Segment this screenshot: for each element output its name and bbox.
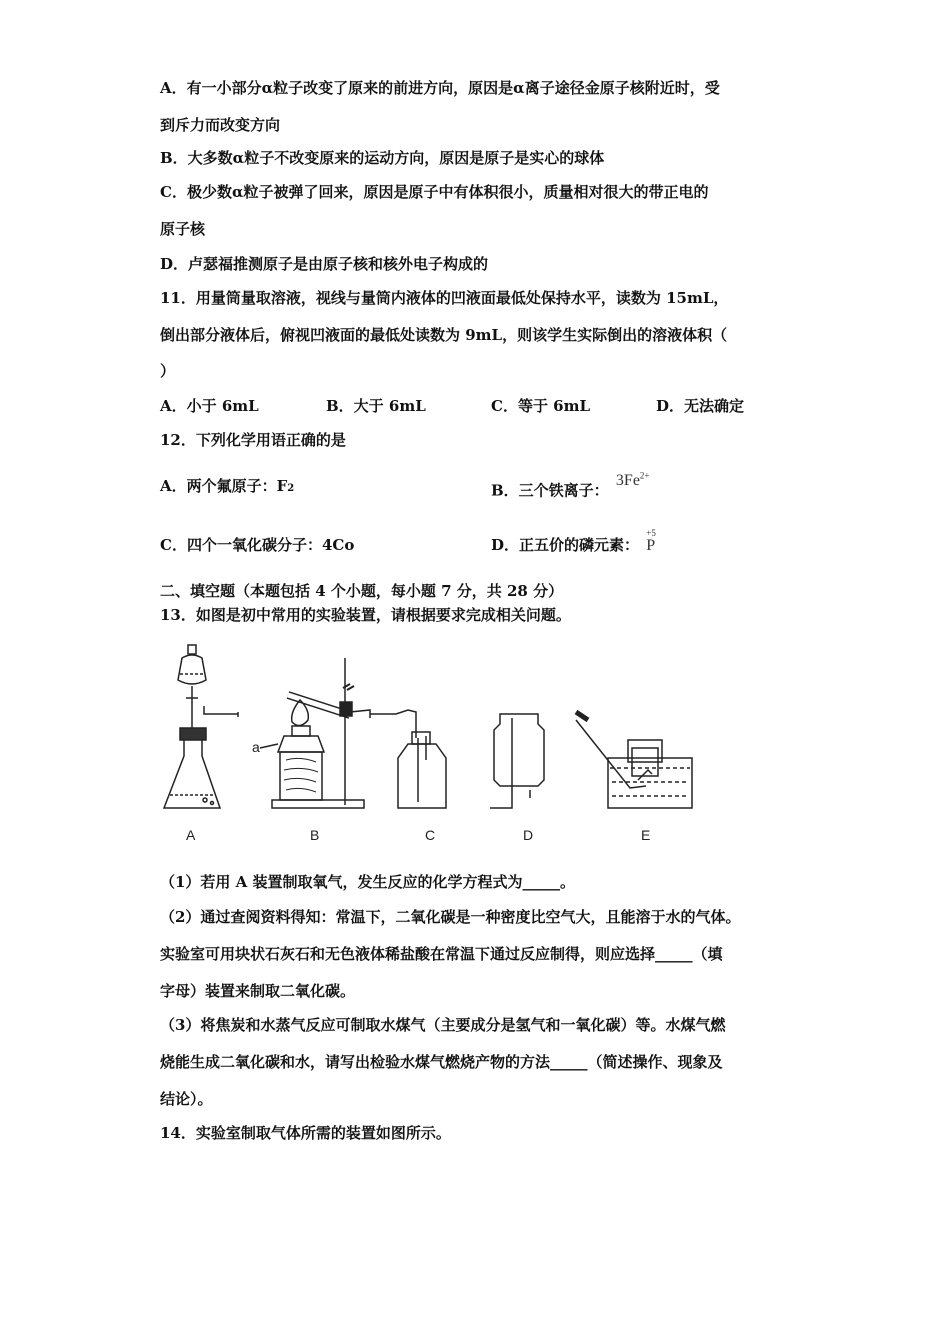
q12-option-a-subscript: 2: [287, 483, 295, 494]
q11-stem-line3: ）: [160, 362, 176, 380]
figure-label-b: B: [310, 827, 320, 843]
q12-option-d-text: D．正五价的磷元素：: [491, 536, 640, 554]
q12-option-b: [491, 471, 650, 501]
q12-option-d-element: P: [646, 537, 656, 554]
q13-part2-line2: 实验室可用块状石灰石和无色液体稀盐酸在常温下通过反应制得，则应选择_____（填: [160, 945, 723, 963]
apparatus-b-label-a: a: [252, 739, 260, 755]
q12-option-d-valence: +5: [646, 528, 656, 538]
q14-stem: 14．实验室制取气体所需的装置如图所示。: [160, 1124, 451, 1142]
q12-option-a: [160, 476, 294, 499]
q13-part2-line3: 字母）装置来制取二氧化碳。: [160, 982, 356, 1000]
q12-option-b-formula-charge: 2+: [639, 471, 650, 481]
figure-label-c: C: [425, 827, 436, 843]
q11-option-c: C．等于 6mL: [491, 397, 591, 415]
figure-label-d: D: [523, 827, 534, 843]
q12-option-d-formula: [646, 528, 656, 556]
figure-label-a: A: [186, 827, 196, 843]
q10-option-a-line1: A．有一小部分α粒子改变了原来的前进方向，原因是α离子途径金原子核附近时，受: [160, 79, 720, 97]
q13-part3-line2: 烧能生成二氧化碳和水，请写出检验水煤气燃烧产物的方法_____（简述操作、现象及: [160, 1053, 723, 1071]
q12-option-b-formula: [616, 472, 650, 489]
q12-option-c: C．四个一氧化碳分子：4Co: [160, 536, 355, 554]
figure-label-e: E: [641, 827, 651, 843]
q11-stem-line2: 倒出部分液体后，俯视凹液面的最低处读数为 9mL，则该学生实际倒出的溶液体积（: [160, 326, 728, 344]
q11-option-a: A．小于 6mL: [160, 397, 259, 415]
q13-part3-line1: （3）将焦炭和水蒸气反应可制取水煤气（主要成分是氢气和一氧化碳）等。水煤气燃: [160, 1016, 726, 1034]
apparatus-b: [260, 658, 370, 808]
section-fill-in-heading: 二、填空题（本题包括 4 个小题，每小题 7 分，共 28 分）: [160, 582, 564, 600]
q13-part2-line1: （2）通过查阅资料得知：常温下，二氧化碳是一种密度比空气大，且能溶于水的气体。: [160, 908, 741, 926]
q12-option-b-formula-main: 3Fe: [615, 472, 640, 490]
q13-part1: （1）若用 A 装置制取氧气，发生反应的化学方程式为_____。: [160, 873, 576, 891]
q10-option-c-line1: C．极少数α粒子被弹了回来，原因是原子中有体积很小，质量相对很大的带正电的: [160, 183, 709, 201]
q12-stem: 12．下列化学用语正确的是: [160, 431, 346, 449]
apparatus-d: [490, 714, 544, 808]
apparatus-c: [370, 710, 446, 808]
q12-option-d: [491, 528, 656, 556]
q10-option-d: D．卢瑟福推测原子是由原子核和核外电子构成的: [160, 255, 489, 273]
apparatus-e: [576, 712, 692, 808]
q13-part3-line3: 结论）。: [160, 1090, 213, 1108]
apparatus-a: [164, 645, 238, 808]
q13-stem: 13．如图是初中常用的实验装置，请根据要求完成相关问题。: [160, 606, 571, 624]
q10-option-a-line2: 到斥力而改变方向: [160, 116, 281, 134]
q12-option-b-text: B．三个铁离子：: [491, 481, 609, 500]
q11-option-d: D．无法确定: [656, 397, 745, 415]
q10-option-b: B．大多数α粒子不改变原来的运动方向，原因是原子是实心的球体: [160, 149, 605, 167]
q12-option-a-text: A．两个氟原子：F: [160, 477, 288, 495]
q11-stem-line1: 11．用量筒量取溶液，视线与量筒内液体的凹液面最低处保持水平，读数为 15mL，: [160, 289, 729, 307]
lab-apparatus-figure: [160, 640, 720, 850]
q11-option-b: B．大于 6mL: [326, 397, 426, 415]
q10-option-c-line2: 原子核: [160, 220, 206, 238]
